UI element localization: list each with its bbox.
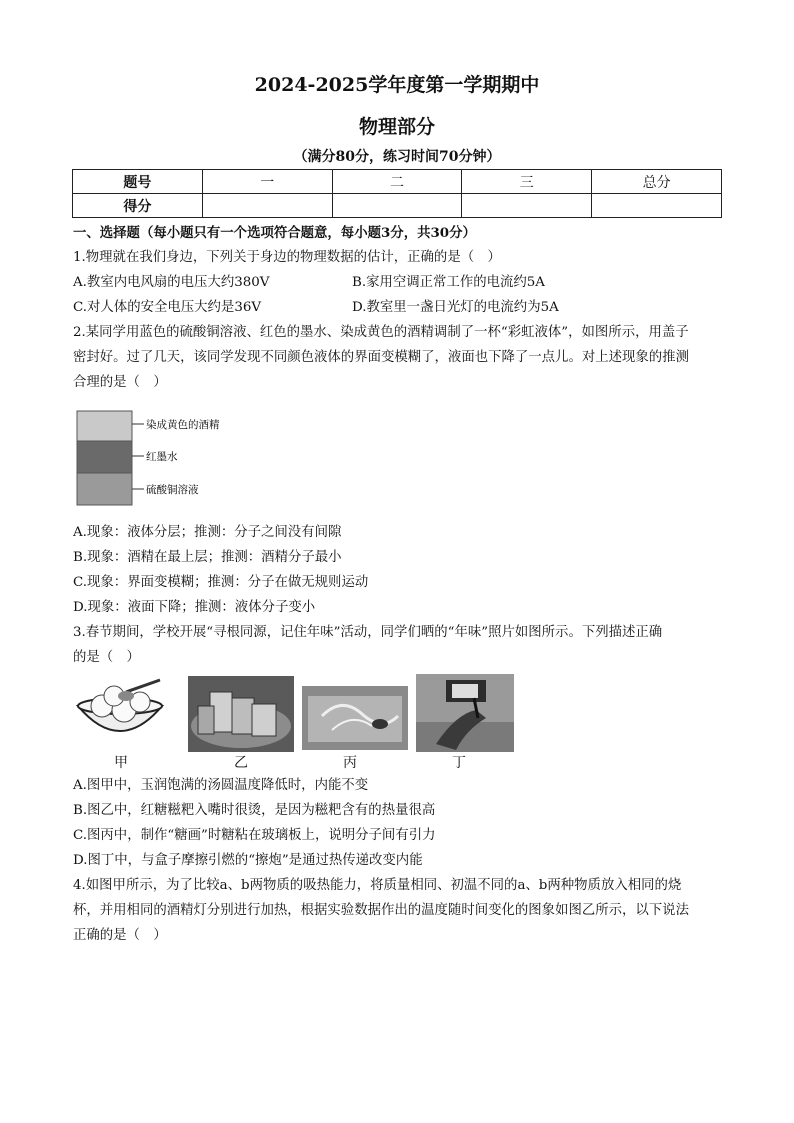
score-table-score-row bbox=[73, 194, 722, 218]
tangyuan-photo bbox=[74, 676, 166, 750]
q3-stem-line2: 的是（ ） bbox=[73, 650, 140, 665]
score-table-cell: 一 bbox=[202, 170, 332, 194]
q2-stem-line2: 密封好。过了几天，该同学发现不同颜色液体的界面变模糊了，液面也下降了一点儿。对上述现象的推测 bbox=[73, 350, 689, 365]
q2-option-c: C.现象：界面变模糊；推测：分子在做无规则运动 bbox=[73, 575, 369, 590]
q3-option-c: C.图丙中，制作“糖画”时糖粘在玻璃板上，说明分子间有引力 bbox=[73, 828, 436, 843]
q1-option-d: D.教室里一盏日光灯的电流约为5A bbox=[352, 300, 559, 315]
q3-option-a: A.图甲中，玉润饱满的汤圆温度降低时，内能不变 bbox=[73, 778, 369, 793]
q2-option-a: A.现象：液体分层；推测：分子之间没有间隙 bbox=[73, 525, 342, 540]
score-blank-cell[interactable] bbox=[592, 194, 722, 218]
sugar-painting-photo bbox=[302, 686, 408, 750]
score-blank-cell[interactable] bbox=[332, 194, 462, 218]
exam-note: （满分80分，练习时间70分钟） bbox=[293, 149, 501, 165]
q1-option-c: C.对人体的安全电压大约是36V bbox=[73, 300, 262, 315]
subject-title: 物理部分 bbox=[358, 116, 435, 138]
firecracker-photo bbox=[416, 674, 514, 752]
exam-title: 2024-2025学年度第一学期期中 bbox=[254, 74, 540, 96]
photo-caption-bing: 丙 bbox=[343, 755, 357, 771]
score-table-cell: 二 bbox=[332, 170, 462, 194]
q1-stem: 1.物理就在我们身边，下列关于身边的物理数据的估计，正确的是（ ） bbox=[73, 250, 501, 265]
figure-label-alcohol: 染成黄色的酒精 bbox=[146, 419, 220, 431]
q2-stem-line1: 2.某同学用蓝色的硫酸铜溶液、红色的墨水、染成黄色的酒精调制了一杯“彩虹液体”，如图所示，用盖子 bbox=[73, 325, 689, 340]
q3-stem-line1: 3.春节期间，学校开展“寻根同源，记住年味”活动，同学们晒的“年味”照片如图所示。下列描述正确 bbox=[73, 625, 663, 640]
score-table bbox=[72, 169, 722, 218]
score-table-cell: 总分 bbox=[592, 170, 722, 194]
photo-caption-yi: 乙 bbox=[234, 755, 248, 771]
score-table-cell: 题号 bbox=[73, 170, 203, 194]
rainbow-liquid-figure bbox=[76, 409, 244, 509]
section-heading: 一、选择题（每小题只有一个选项符合题意，每小题3分，共30分） bbox=[73, 225, 476, 241]
ciba-photo bbox=[188, 676, 294, 752]
q3-option-b: B.图乙中，红糖糍粑入嘴时很烫，是因为糍粑含有的热量很高 bbox=[73, 803, 436, 818]
score-table-cell: 得分 bbox=[73, 194, 203, 218]
score-blank-cell[interactable] bbox=[202, 194, 332, 218]
q2-option-b: B.现象：酒精在最上层；推测：酒精分子最小 bbox=[73, 550, 342, 565]
figure-label-copper-sulfate: 硫酸铜溶液 bbox=[146, 484, 199, 496]
q1-option-a: A.教室内电风扇的电压大约380V bbox=[73, 275, 270, 290]
figure-label-ink: 红墨水 bbox=[146, 451, 178, 463]
q4-stem-line2: 杯，并用相同的酒精灯分别进行加热，根据实验数据作出的温度随时间变化的图象如图乙所示，以下说法 bbox=[73, 903, 689, 918]
score-blank-cell[interactable] bbox=[462, 194, 592, 218]
q2-option-d: D.现象：液面下降；推测：液体分子变小 bbox=[73, 600, 316, 615]
q4-stem-line1: 4.如图甲所示，为了比较a、b两物质的吸热能力，将质量相同、初温不同的a、b两种物质放入相同的烧 bbox=[73, 878, 682, 893]
q1-option-b: B.家用空调正常工作的电流约5A bbox=[352, 275, 545, 290]
q2-stem-line3: 合理的是（ ） bbox=[73, 375, 167, 390]
score-table-header-row bbox=[73, 170, 722, 194]
photo-caption-ding: 丁 bbox=[452, 755, 466, 771]
q4-stem-line3: 正确的是（ ） bbox=[73, 928, 167, 943]
photo-caption-jia: 甲 bbox=[114, 755, 128, 771]
score-table-cell: 三 bbox=[462, 170, 592, 194]
q3-option-d: D.图丁中，与盒子摩擦引燃的“擦炮”是通过热传递改变内能 bbox=[73, 853, 423, 868]
